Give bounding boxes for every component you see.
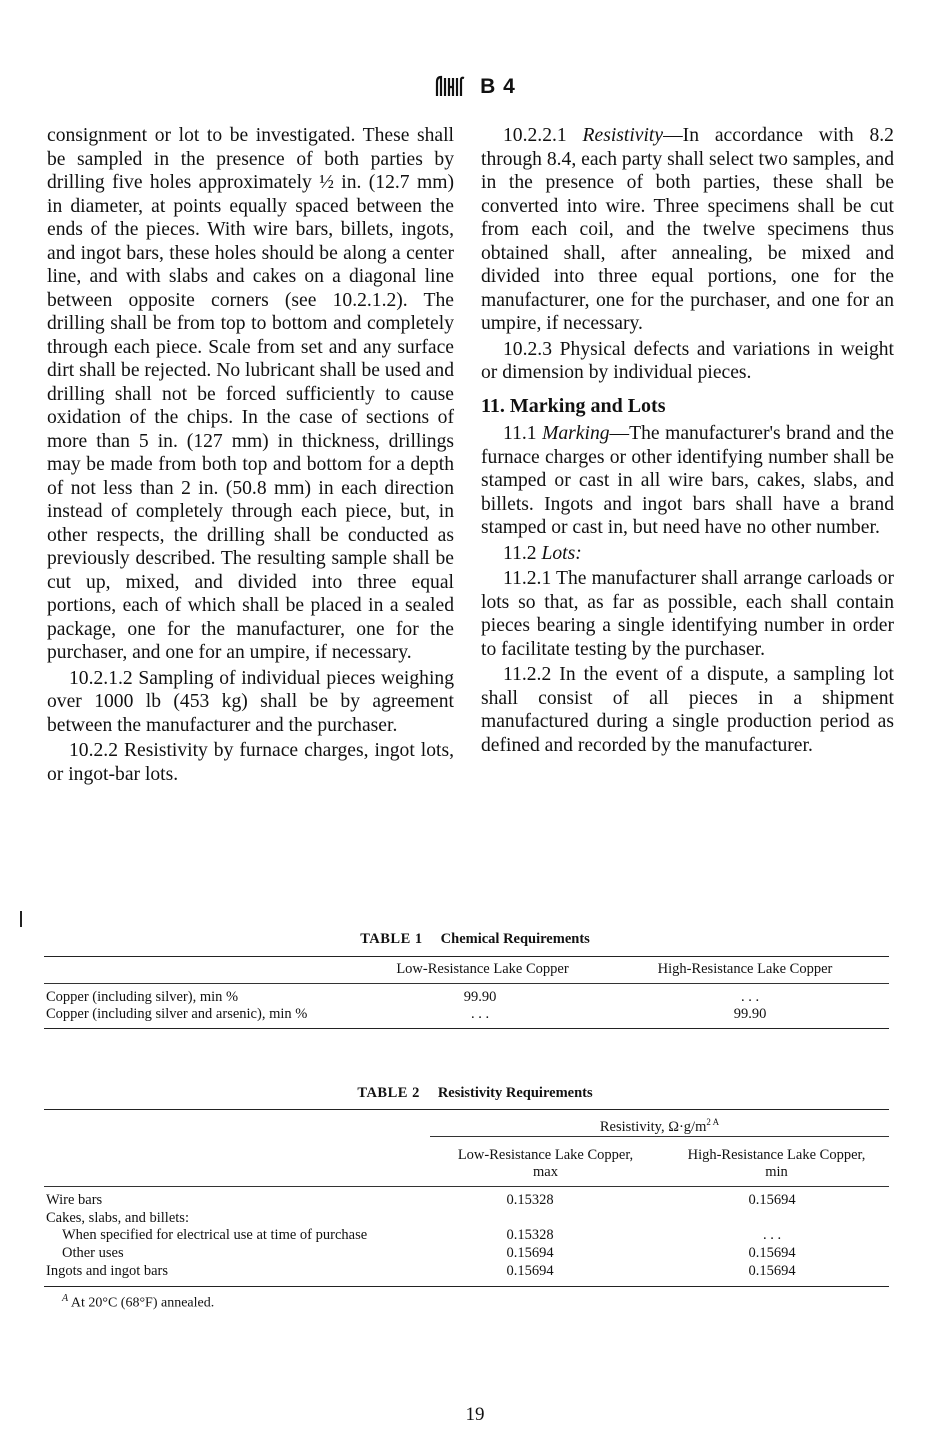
section-heading-marking-and-lots: 11. Marking and Lots <box>481 394 666 417</box>
right-column <box>481 124 894 757</box>
page-header <box>0 74 950 100</box>
table-1-bottom-rule <box>44 1028 889 1029</box>
table-2-cell: 0.15694 <box>748 1245 796 1261</box>
clause-label: Resistivity <box>582 125 664 146</box>
table-2-caption <box>0 1085 950 1102</box>
table-1-cell: . . . <box>470 1006 490 1022</box>
table-2-cell: 0.15694 <box>506 1263 554 1279</box>
table-2-header-rule <box>44 1186 889 1187</box>
table-2-top-rule <box>44 1109 889 1110</box>
table-2-cell: 0.15694 <box>748 1192 796 1208</box>
table-1-header-low: Low-Resistance Lake Copper <box>396 961 569 977</box>
table-2-header-high: High-Resistance Lake Copper, min <box>687 1147 866 1180</box>
paragraph-11-1 <box>481 422 894 540</box>
table-2-row-label: Wire bars <box>46 1192 103 1208</box>
standard-designation: B 4 <box>480 75 516 98</box>
margin-mark <box>20 911 22 927</box>
paragraph-11-2-1: 11.2.1 The manufacturer shall arrange carloads or lots so that, as far as possible, each shall contain pieces bearing a single identifying number in order to facilitate testing by the purchaser. <box>481 568 894 660</box>
table-2-title: Resistivity Requirements <box>437 1085 593 1101</box>
paragraph-11-2 <box>481 542 894 566</box>
table-1-header-rule <box>44 983 889 984</box>
clause-number: 11.2 <box>503 542 537 564</box>
paragraph-10-2-2-1 <box>481 124 894 336</box>
table-2-header-low: Low-Resistance Lake Copper, max <box>457 1147 634 1180</box>
clause-label: Lots: <box>541 542 582 564</box>
table-1-number: TABLE 1 <box>360 931 423 947</box>
table-1-row-label: Copper (including silver), min % <box>46 989 239 1005</box>
clause-number: 11.1 <box>503 423 537 444</box>
paragraph-11-2-2: 11.2.2 In the event of a dispute, a sampling lot shall consist of all pieces in a shipment manufactured during a single production period as defined and recorded by the manufacturer. <box>481 664 894 756</box>
table-2-row-label: Cakes, slabs, and billets: <box>46 1210 189 1226</box>
paragraph-10-2-2: 10.2.2 Resistivity by furnace charges, ingot lots, or ingot-bar lots. <box>47 740 454 785</box>
table-2-cell: 0.15694 <box>506 1245 554 1261</box>
page-number: 19 <box>465 1404 485 1425</box>
astm-logo-icon <box>434 74 466 100</box>
paragraph-consignment: consignment or lot to be investigated. These shall be sampled in the presence of both parties by drilling five holes approximately ½ in. (12.7 mm) in diameter, at points equally spaced between the ends of the pieces. With wire bars, billets, ingots, and ingot bars, these holes should be along a center line, and with slabs and cakes on a diagonal line between opposite corners (see 10.2.1.2). The drilling shall be from top to bottom and completely through each piece. Scale from set and any surface dirt shall be rejected. No lubricant shall be used and drilling shall not be forced sufficiently to cause oxidation of the chips. In the case of sections of more than 5 in. (127 mm) in thickness, drillings may be made from both top and bottom for a depth of not less than 2 in. (50.8 mm) in each direction instead of completely through each piece, but, in other respects, the drilling shall be conducted as previously described. The resulting sample shall be cut up, mixed, and divided into three equal portions, each of which shall be placed in a sealed package, one for the manufacturer, one for the purchaser, and one for an umpire, if necessary. <box>47 125 454 663</box>
clause-number: 10.2.2.1 <box>503 125 567 146</box>
table-2-group-header-sup: 2 A <box>706 1117 720 1127</box>
clause-label: Marking <box>542 423 610 444</box>
table-1-cell: 99.90 <box>463 989 497 1005</box>
table-2-row-label: Other uses <box>62 1245 124 1261</box>
table-2-bottom-rule <box>44 1286 889 1287</box>
table-1-cell: . . . <box>740 989 760 1005</box>
table-2-cell: . . . <box>762 1227 782 1243</box>
table-2-cell: 0.15328 <box>506 1227 554 1243</box>
table-1-cell: 99.90 <box>733 1006 767 1022</box>
table-1-title: Chemical Requirements <box>440 931 590 947</box>
table-2-cell: 0.15694 <box>748 1263 796 1279</box>
table-2-row-label: When specified for electrical use at time of purchase <box>62 1227 368 1243</box>
left-column <box>47 124 454 786</box>
table-2-cell: 0.15328 <box>506 1192 554 1208</box>
clause-text: —In accordance with 8.2 through 8.4, each party shall select two samples, and in the presence of both parties, these shall be converted into wire. Three specimens shall be cut from each coil, and the twelve specimens thus obtained shall, after annealing, be mixed and divided into three equal portions, one for the manufacturer, one for the purchaser, and one for an umpire, if necessary. <box>481 125 894 334</box>
table-1-top-rule <box>44 956 889 957</box>
paragraph-10-2-1-2: 10.2.1.2 Sampling of individual pieces weighing over 1000 lb (453 kg) shall be by agreement between the manufacturer and the purchaser. <box>47 667 454 736</box>
clause-text: —The manufacturer's brand and the furnace charges or other identifying number shall be stamped or cast in all wire bars, cakes, slabs, and billets. Ingots and ingot bars shall have a brand stamped or cast in, but need have no other number. <box>481 423 894 538</box>
paragraph-10-2-3: 10.2.3 Physical defects and variations in weight or dimension by individual pieces. <box>481 338 894 383</box>
table-2-number: TABLE 2 <box>357 1085 420 1101</box>
table-2-group-rule <box>430 1136 889 1137</box>
table-2-footnote <box>62 1293 214 1312</box>
table-1-header-high: High-Resistance Lake Copper <box>657 961 833 977</box>
footnote-mark: A <box>62 1293 69 1304</box>
table-1-row-label: Copper (including silver and arsenic), min % <box>46 1006 308 1022</box>
table-2-row-label: Ingots and ingot bars <box>46 1263 169 1279</box>
table-1-caption <box>0 931 950 948</box>
footnote-text: At 20°C (68°F) annealed. <box>70 1295 215 1311</box>
table-2-group-header: Resistivity, $\Omega\cdot g/m^{2 A}$ <box>599 1117 720 1135</box>
